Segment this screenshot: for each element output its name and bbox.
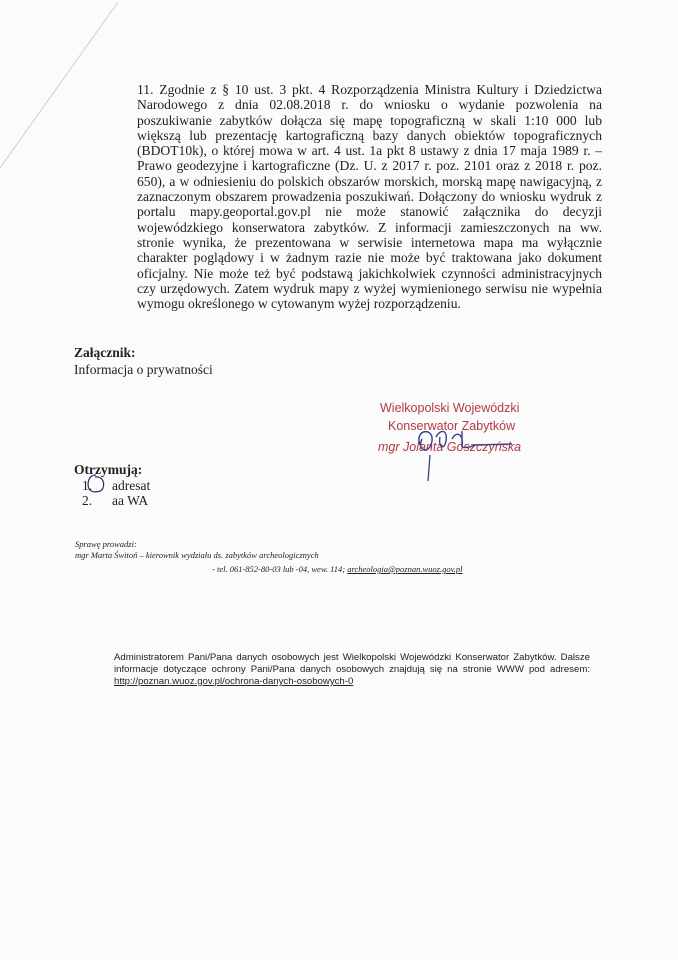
list-item xyxy=(82,478,150,493)
contact-email-link[interactable]: archeologia@poznan.wuoz.gov.pl xyxy=(347,564,463,574)
stamp-line-2: Konserwator Zabytków xyxy=(388,419,516,433)
attachment-title: Załącznik: xyxy=(74,345,136,360)
handwritten-signature xyxy=(412,425,522,485)
footer-text: Administratorem Pani/Pana danych osobowych jest Wielkopolski Wojewódzki Konserwator Zabytków. Dalsze informacje dotyczące ochrony Pani/Pana danych osobowych znajdują się na stronie WWW pod adresem: xyxy=(114,652,590,675)
prepared-by-contact xyxy=(212,564,462,574)
attachment-item: Informacja o prywatności xyxy=(74,362,213,377)
recipients-title: Otrzymują: xyxy=(74,462,143,477)
recipient-number: 1. xyxy=(82,478,93,493)
prepared-by-label: Sprawę prowadzi: xyxy=(75,539,137,549)
recipient-name: adresat xyxy=(112,478,151,493)
prepared-by-person: mgr Marta Świtoń – kierownik wydziału ds. zabytków archeologicznych xyxy=(75,550,319,560)
contact-phone: - tel. 061-852-80-03 lub -04, wew. 114; xyxy=(212,564,346,574)
recipient-number: 2. xyxy=(82,493,93,508)
list-item xyxy=(82,493,150,508)
privacy-footer xyxy=(114,652,590,688)
page-fold-mark xyxy=(0,0,140,180)
recipient-name: aa WA xyxy=(112,493,149,508)
recipients-list xyxy=(82,478,150,508)
paragraph-11: 11. Zgodnie z § 10 ust. 3 pkt. 4 Rozporządzenia Ministra Kultury i Dziedzictwa Narodowego z dnia 02.08.2018 r. do wniosku o wydanie pozwolenia na poszukiwanie zabytków dołącza się mapę topograficzną w skali 1:10 000 lub większą lub prezentację kartograficzną bazy danych obiektów topograficznych (BDOT10k), o której mowa w art. 4 ust. 1a pkt 8 ustawy z dnia 17 maja 1989 r. – Prawo geodezyjne i kartograficzne (Dz. U. z 2017 r. poz. 2101 oraz z 2018 r. poz. 650), a w odniesieniu do polskich obszarów morskich, morską mapę nawigacyjną, z zaznaczonym obszarem prowadzenia poszukiwań. Dołączony do wniosku wydruk z portalu mapy.geoportal.gov.pl nie może stanowić załącznika do decyzji wojewódzkiego konserwatora zabytków. Z informacji zamieszczonych na ww. stronie wynika, że prezentowana w serwisie internetowa mapa ma wyłącznie charakter poglądowy i w żadnym razie nie może być traktowana jako dokument oficjalny. Nie może też być podstawą jakichkolwiek czynności administracyjnych czy urzędowych. Zatem wydruk mapy z wyżej wymienionego serwisu nie wypełnia wymogu określonego w cytowanym wyżej rozporządzeniu. xyxy=(137,82,602,312)
footer-url-link[interactable]: http://poznan.wuoz.gov.pl/ochrona-danych-osobowych-0 xyxy=(114,676,354,687)
stamp-line-3: mgr Jolanta Goszczyńska xyxy=(378,440,522,454)
stamp-line-1: Wielkopolski Wojewódzki xyxy=(380,401,520,415)
